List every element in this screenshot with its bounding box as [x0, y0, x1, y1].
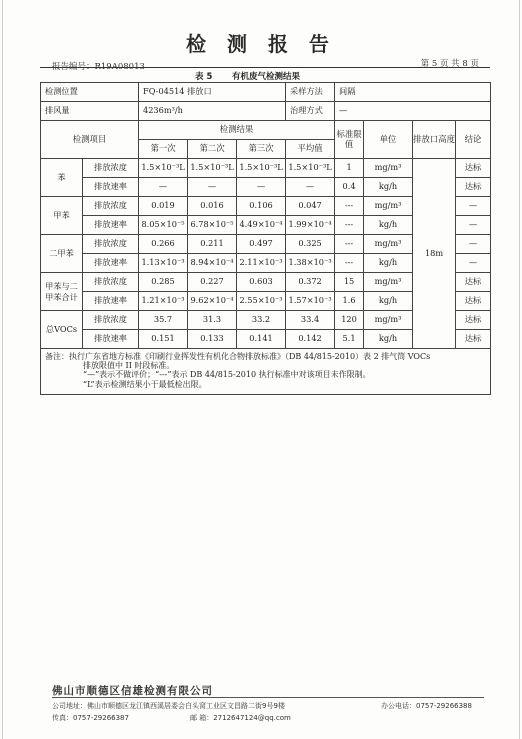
value-cell-limit: ---: [335, 235, 364, 254]
conclusion-cell: 达标: [456, 273, 491, 292]
report-number: 报告编号：R19A08013: [52, 62, 145, 72]
value-cell-avg: 0.047: [286, 197, 335, 216]
param-cell: 排放浓度: [83, 197, 139, 216]
value-cell-unit: kg/h: [364, 254, 413, 273]
group-name: 甲苯与二甲苯合计: [41, 273, 83, 311]
value-cell-avg: —: [286, 178, 335, 197]
value-cell-v1: 1.21×10⁻³: [139, 292, 188, 311]
footer-office-phone: 办公电话：0757-29266388: [381, 702, 472, 710]
conclusion-cell: —: [456, 235, 491, 254]
value-cell-limit: ---: [335, 216, 364, 235]
value-cell-v3: 0.603: [237, 273, 286, 292]
value-cell-v2: 6.78×10⁻⁵: [188, 216, 237, 235]
value-cell-v2: 9.62×10⁻⁴: [188, 292, 237, 311]
value-cell-v2: 1.5×10⁻³L: [188, 159, 237, 178]
value-cell-v2: 8.94×10⁻⁴: [188, 254, 237, 273]
param-cell: 排放浓度: [83, 159, 139, 178]
value-cell-unit: mg/m³: [364, 197, 413, 216]
value-cell-avg: 1.99×10⁻⁴: [286, 216, 335, 235]
value-cell-limit: 15: [335, 273, 364, 292]
value-cell-v1: 35.7: [139, 311, 188, 330]
param-cell: 排放速率: [83, 330, 139, 349]
airflow-label: 排风量: [41, 102, 139, 121]
header-third: 第三次: [237, 140, 286, 159]
sampling-label: 采样方法: [286, 83, 335, 102]
conclusion-cell: 达标: [456, 330, 491, 349]
value-cell-v3: 4.49×10⁻⁴: [237, 216, 286, 235]
value-cell-unit: kg/h: [364, 330, 413, 349]
value-cell-v1: 0.019: [139, 197, 188, 216]
treatment-label: 治理方式: [286, 102, 335, 121]
header-outlet-height: 排放口高度: [413, 121, 456, 159]
sampling-value: 间隔: [335, 83, 491, 102]
value-cell-avg: 1.38×10⁻³: [286, 254, 335, 273]
value-cell-limit: ---: [335, 254, 364, 273]
value-cell-limit: 1: [335, 159, 364, 178]
footer-address: 公司地址：佛山市顺德区龙江镇西溪居委会白头窝工业区文昌路二街9号9楼: [52, 702, 285, 710]
header-limit: 标准限值: [335, 121, 364, 159]
value-cell-v1: 1.5×10⁻³L: [139, 159, 188, 178]
group-name: 二甲苯: [41, 235, 83, 273]
value-cell-avg: 1.57×10⁻³: [286, 292, 335, 311]
footer-company: 佛山市顺德区信雄检测有限公司: [52, 685, 213, 697]
conclusion-cell: 达标: [456, 311, 491, 330]
value-cell-unit: mg/m³: [364, 159, 413, 178]
header-first: 第一次: [139, 140, 188, 159]
note-line: “L”表示检测结果小于最低检出限。: [83, 379, 207, 389]
results-table: [40, 82, 491, 395]
value-cell-avg: 0.325: [286, 235, 335, 254]
header-unit: 单位: [364, 121, 413, 159]
outlet-height-value: 18m: [413, 159, 456, 349]
note-line: 备注：执行广东省地方标准《印刷行业挥发性有机化合物排放标准》（DB 44/815-2010）表 2 排气筒 VOCs: [45, 352, 431, 361]
conclusion-cell: —: [456, 197, 491, 216]
value-cell-v2: 0.016: [188, 197, 237, 216]
group-name: 甲苯: [41, 197, 83, 235]
page-info: 第 5 页 共 8 页: [420, 59, 479, 69]
conclusion-cell: 达标: [456, 292, 491, 311]
value-cell-v2: 0.227: [188, 273, 237, 292]
table-name: 有机废气检测结果: [232, 72, 301, 82]
header-second: 第二次: [188, 140, 237, 159]
table-caption: [40, 68, 490, 82]
page-edge-right: [519, 0, 520, 739]
value-cell-v1: 8.05×10⁻⁵: [139, 216, 188, 235]
note-line: “—”表示不做评价；“---”表示 DB 44/815-2010 执行标准中对该项目未作限制。: [83, 370, 371, 380]
notes-cell: [41, 349, 491, 395]
conclusion-cell: —: [456, 254, 491, 273]
value-cell-v2: 31.3: [188, 311, 237, 330]
footer-email: 邮 箱：2712647124@qq.com: [190, 714, 291, 722]
footer-fax: 传真：0757-29266387: [52, 714, 129, 722]
param-cell: 排放浓度: [83, 311, 139, 330]
value-cell-v2: 0.133: [188, 330, 237, 349]
value-cell-v1: 0.285: [139, 273, 188, 292]
value-cell-v3: 1.5×10⁻³L: [237, 159, 286, 178]
value-cell-limit: 120: [335, 311, 364, 330]
param-cell: 排放速率: [83, 254, 139, 273]
value-cell-limit: 1.6: [335, 292, 364, 311]
value-cell-v3: —: [237, 178, 286, 197]
value-cell-unit: kg/h: [364, 216, 413, 235]
table-number: 表 5: [195, 72, 213, 82]
conclusion-cell: 达标: [456, 178, 491, 197]
param-cell: 排放浓度: [83, 273, 139, 292]
table-row: [41, 159, 491, 178]
value-cell-v3: 33.2: [237, 311, 286, 330]
treatment-value: —: [335, 102, 491, 121]
info-row-airflow: [41, 102, 491, 121]
airflow-value: 4236m³/h: [139, 102, 286, 121]
value-cell-v1: 0.266: [139, 235, 188, 254]
value-cell-v1: 0.151: [139, 330, 188, 349]
value-cell-v3: 0.106: [237, 197, 286, 216]
param-cell: 排放速率: [83, 178, 139, 197]
report-title: 检 测 报 告: [186, 32, 336, 56]
location-value: FQ-04514 排放口: [139, 83, 286, 102]
value-cell-avg: 0.142: [286, 330, 335, 349]
value-cell-unit: mg/m³: [364, 235, 413, 254]
notes-row: [41, 349, 491, 395]
header-row-1: [41, 121, 491, 140]
footer-rule: [52, 697, 484, 698]
value-cell-limit: 5.1: [335, 330, 364, 349]
param-cell: 排放浓度: [83, 235, 139, 254]
value-cell-unit: mg/m³: [364, 273, 413, 292]
value-cell-v3: 0.497: [237, 235, 286, 254]
note-line: 排放限值中 II 时段标准。: [83, 361, 175, 371]
header-results: 检测结果: [139, 121, 335, 140]
conclusion-cell: 达标: [456, 159, 491, 178]
value-cell-limit: ---: [335, 197, 364, 216]
value-cell-v2: —: [188, 178, 237, 197]
location-label: 检测位置: [41, 83, 139, 102]
value-cell-v3: 2.55×10⁻³: [237, 292, 286, 311]
conclusion-cell: —: [456, 216, 491, 235]
value-cell-v1: 1.13×10⁻³: [139, 254, 188, 273]
value-cell-v2: 0.211: [188, 235, 237, 254]
value-cell-unit: kg/h: [364, 178, 413, 197]
header-average: 平均值: [286, 140, 335, 159]
value-cell-limit: 0.4: [335, 178, 364, 197]
value-cell-v3: 0.141: [237, 330, 286, 349]
info-row-location: [41, 83, 491, 102]
value-cell-unit: kg/h: [364, 292, 413, 311]
group-name: 苯: [41, 159, 83, 197]
value-cell-avg: 0.372: [286, 273, 335, 292]
value-cell-avg: 33.4: [286, 311, 335, 330]
param-cell: 排放速率: [83, 292, 139, 311]
value-cell-unit: mg/m³: [364, 311, 413, 330]
value-cell-v3: 2.11×10⁻³: [237, 254, 286, 273]
header-item: 检测项目: [41, 121, 139, 159]
group-name: 总VOCs: [41, 311, 83, 349]
param-cell: 排放速率: [83, 216, 139, 235]
header-conclusion: 结论: [456, 121, 491, 159]
page-edge-left: [2, 0, 3, 739]
value-cell-v1: —: [139, 178, 188, 197]
value-cell-avg: 1.5×10⁻³L: [286, 159, 335, 178]
